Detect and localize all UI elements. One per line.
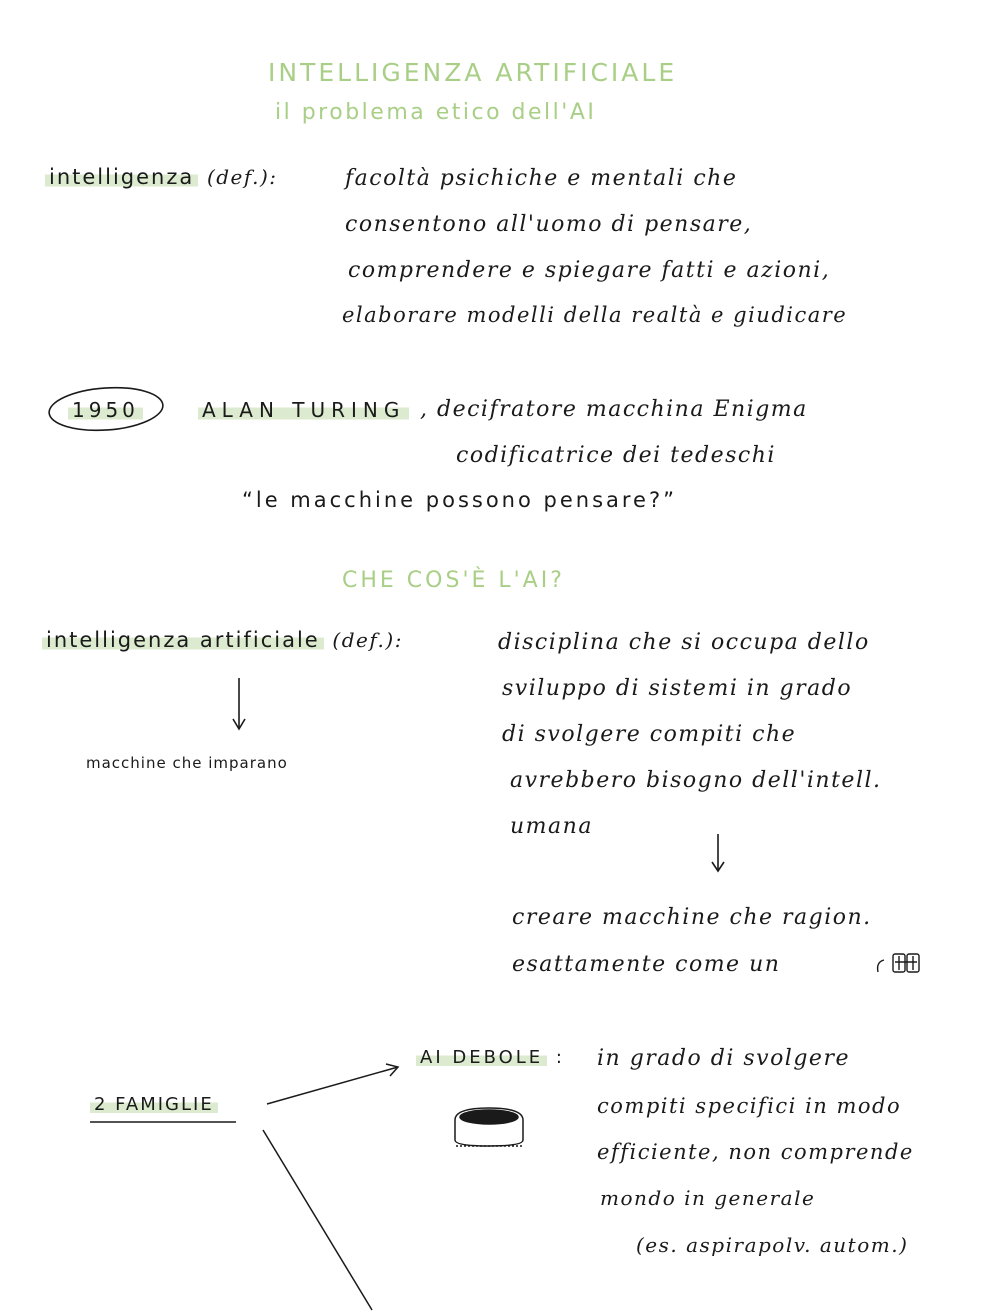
side-note: macchine che imparano [86, 754, 288, 772]
turing-desc-line-1: , decifratore macchina Enigma [420, 397, 808, 422]
arrow-to-ai-forte-line [263, 1130, 372, 1310]
turing-desc-line-2: codificatrice dei tedeschi [456, 443, 776, 468]
term-intelligenza-label: intelligenza [45, 165, 198, 189]
term-ai-label: intelligenza artificiale [42, 628, 324, 652]
weak-line-3: efficiente, non comprende [597, 1140, 914, 1164]
arrow-down-icon [233, 678, 245, 729]
ai-def-line-4: avrebbero bisogno dell'intell. [510, 768, 882, 793]
robot-vacuum-icon [455, 1108, 523, 1146]
ai-def-line-5: umana [510, 814, 593, 839]
goal-line-1: creare macchine che ragion. [512, 905, 872, 930]
page-subtitle: il problema etico dell'AI [275, 100, 597, 125]
intelligenza-def-line-1: facoltà psichiche e mentali che [345, 166, 738, 191]
section-heading: CHE COS'È L'AI? [342, 568, 565, 593]
turing-quote: “le macchine possono pensare?” [242, 488, 678, 512]
year-1950-label: 1950 [68, 398, 143, 422]
famiglie-label-text: 2 FAMIGLIE [90, 1094, 218, 1115]
def-tag: (def.): [206, 165, 278, 189]
def-tag-ai: (def.): [332, 628, 403, 652]
weak-line-1: in grado di svolgere [597, 1046, 850, 1071]
goal-line-2: esattamente come un [512, 952, 781, 977]
intelligenza-def-line-3: comprendere e spiegare fatti e azioni, [348, 258, 831, 283]
intelligenza-def-line-2: consentono all'uomo di pensare, [345, 212, 753, 237]
arrow-down-icon-2 [712, 834, 724, 871]
brain-icon [878, 954, 919, 972]
ai-def-line-3: di svolgere compiti che [502, 722, 797, 747]
ai-def-line-2: sviluppo di sistemi in grado [502, 676, 853, 701]
page-title: INTELLIGENZA ARTIFICIALE [268, 58, 678, 87]
arrow-to-ai-debole-icon [267, 1064, 398, 1104]
alan-turing-label: ALAN TURING [198, 398, 409, 422]
ai-debole-sep: : [555, 1047, 565, 1068]
weak-example: (es. aspirapolv. autom.) [636, 1233, 909, 1257]
weak-line-2: compiti specifici in modo [597, 1094, 902, 1118]
ai-def-line-1: disciplina che si occupa dello [498, 630, 870, 655]
circle-1950-icon [48, 384, 165, 434]
weak-line-4: mondo in generale [600, 1186, 816, 1210]
ai-debole-label: AI DEBOLE [416, 1047, 547, 1068]
intelligenza-def-line-4: elaborare modelli della realtà e giudicare [342, 303, 848, 327]
